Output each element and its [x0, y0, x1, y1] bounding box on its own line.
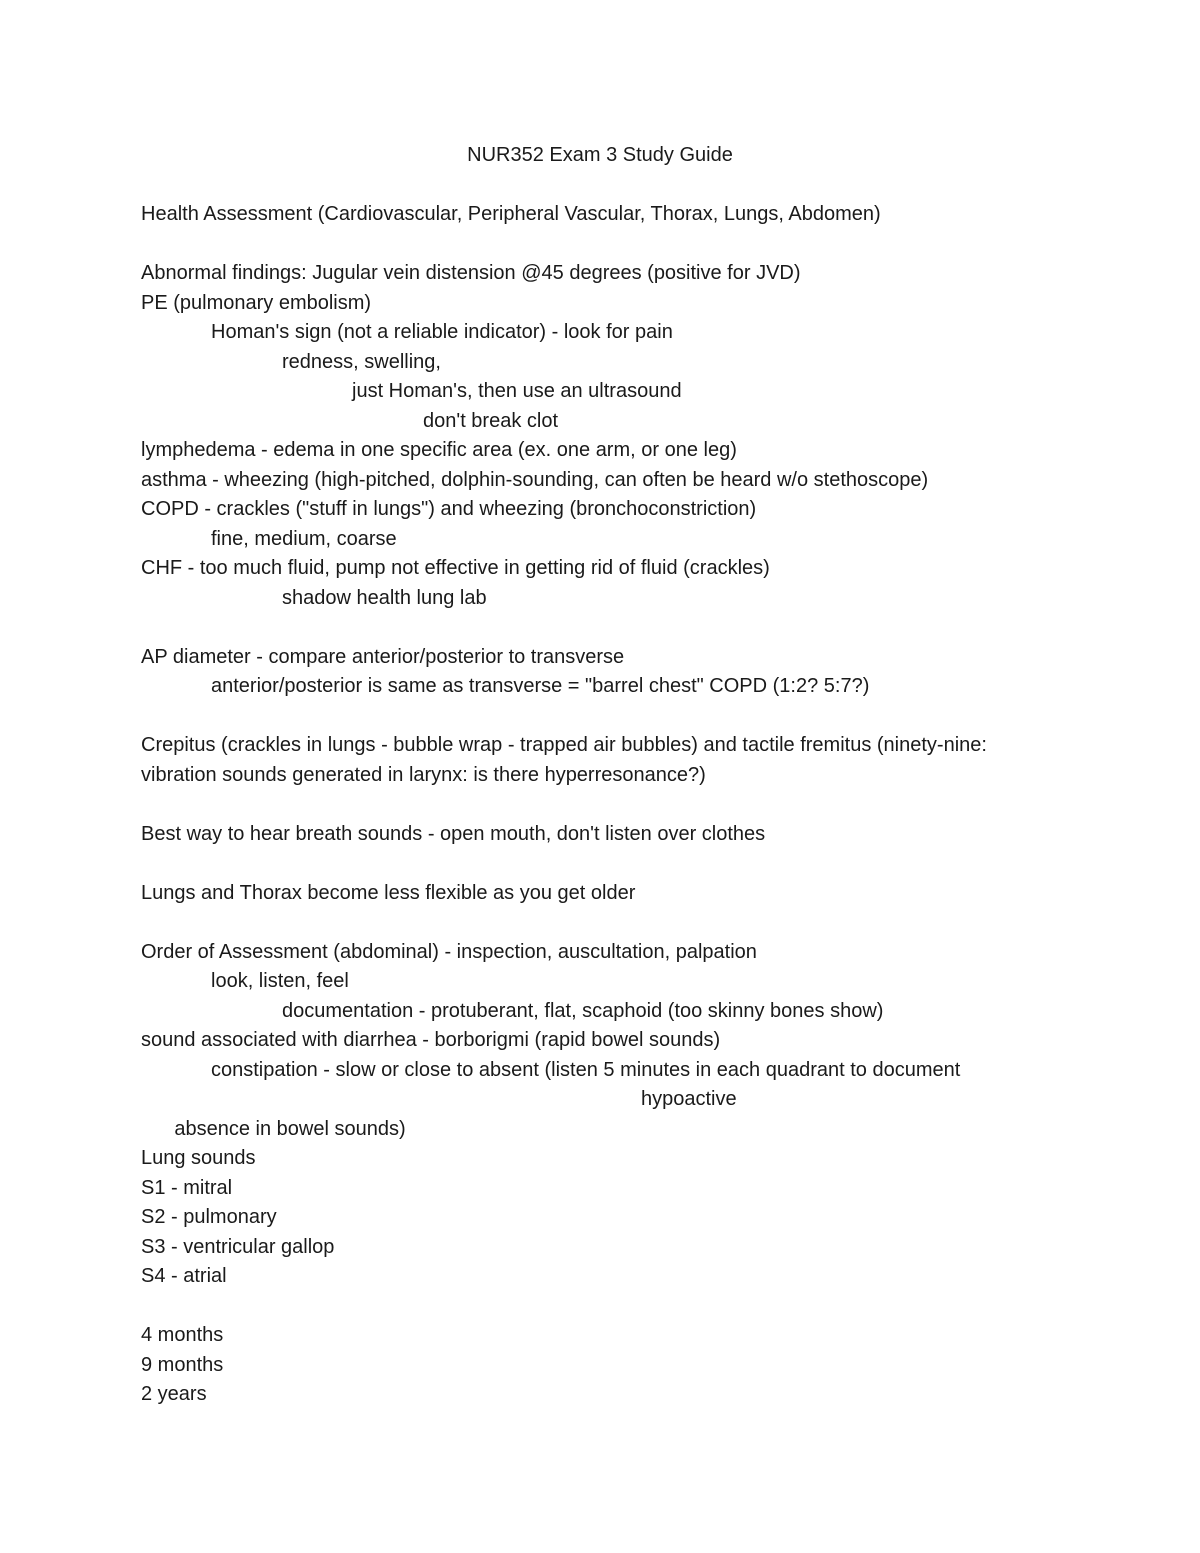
- blank-line: [141, 230, 1081, 260]
- text-line: documentation - protuberant, flat, scaphoid (too skinny bones show): [282, 999, 884, 1022]
- text-line: shadow health lung lab: [282, 586, 487, 609]
- blank-line: [141, 790, 1081, 820]
- text-line: Abnormal findings: Jugular vein distension @45 degrees (positive for JVD): [141, 262, 801, 284]
- text-line: Best way to hear breath sounds - open mouth, don't listen over clothes: [141, 822, 766, 845]
- blank-line: [141, 613, 1081, 643]
- text-line: look, listen, feel: [211, 970, 349, 992]
- hypoactive-text: hypoactive: [641, 1088, 737, 1110]
- text-line: vibration sounds generated in larynx: is there hyperresonance?): [141, 763, 706, 786]
- blank-line: [141, 908, 1081, 938]
- text-line: Homan's sign (not a reliable indicator) - look for pain: [211, 321, 673, 343]
- text-line: Health Assessment (Cardiovascular, Peripheral Vascular, Thorax, Lungs, Abdomen): [141, 203, 881, 225]
- text-line: CHF - too much fluid, pump not effective in getting rid of fluid (crackles): [141, 557, 770, 579]
- text-line: redness, swelling,: [282, 350, 441, 373]
- document-body: [141, 200, 1081, 1410]
- text-line: sound associated with diarrhea - borborigmi (rapid bowel sounds): [141, 1029, 721, 1051]
- text-line: fine, medium, coarse: [211, 527, 397, 550]
- document-title: NUR352 Exam 3 Study Guide: [467, 144, 733, 166]
- text-line: S2 - pulmonary: [141, 1206, 277, 1228]
- text-line: 9 months: [141, 1353, 224, 1376]
- text-line: anterior/posterior is same as transverse = "barrel chest" COPD (1:2? 5:7?): [211, 675, 870, 697]
- text-line: lymphedema - edema in one specific area (ex. one arm, or one leg): [141, 439, 737, 461]
- text-line: S1 - mitral: [141, 1176, 233, 1199]
- text-line: Order of Assessment (abdominal) - inspection, auscultation, palpation: [141, 940, 757, 963]
- text-line: Lungs and Thorax become less flexible as you get older: [141, 881, 636, 904]
- text-line: COPD - crackles ("stuff in lungs") and wheezing (bronchoconstriction): [141, 498, 757, 520]
- blank-line: [141, 849, 1081, 879]
- text-line: Lung sounds: [141, 1147, 256, 1169]
- text-line: just Homan's, then use an ultrasound: [352, 380, 682, 402]
- absence-text: absence in bowel sounds): [174, 1117, 406, 1140]
- text-line: [141, 1085, 1081, 1140]
- text-line: asthma - wheezing (high-pitched, dolphin-sounding, can often be heard w/o stethoscope): [141, 468, 929, 491]
- text-line: constipation - slow or close to absent (listen 5 minutes in each quadrant to document: [211, 1058, 961, 1081]
- text-line: don't break clot: [423, 409, 559, 432]
- text-line: 2 years: [141, 1383, 207, 1405]
- text-line: AP diameter - compare anterior/posterior to transverse: [141, 645, 625, 668]
- blank-line: [141, 702, 1081, 732]
- text-line: 4 months: [141, 1324, 224, 1346]
- blank-line: [141, 1292, 1081, 1322]
- text-line: S3 - ventricular gallop: [141, 1235, 335, 1258]
- text-line: S4 - atrial: [141, 1265, 227, 1287]
- text-line: PE (pulmonary embolism): [141, 291, 372, 314]
- text-line: Crepitus (crackles in lungs - bubble wrap - trapped air bubbles) and tactile fremitus (ninety-nine:: [141, 734, 987, 756]
